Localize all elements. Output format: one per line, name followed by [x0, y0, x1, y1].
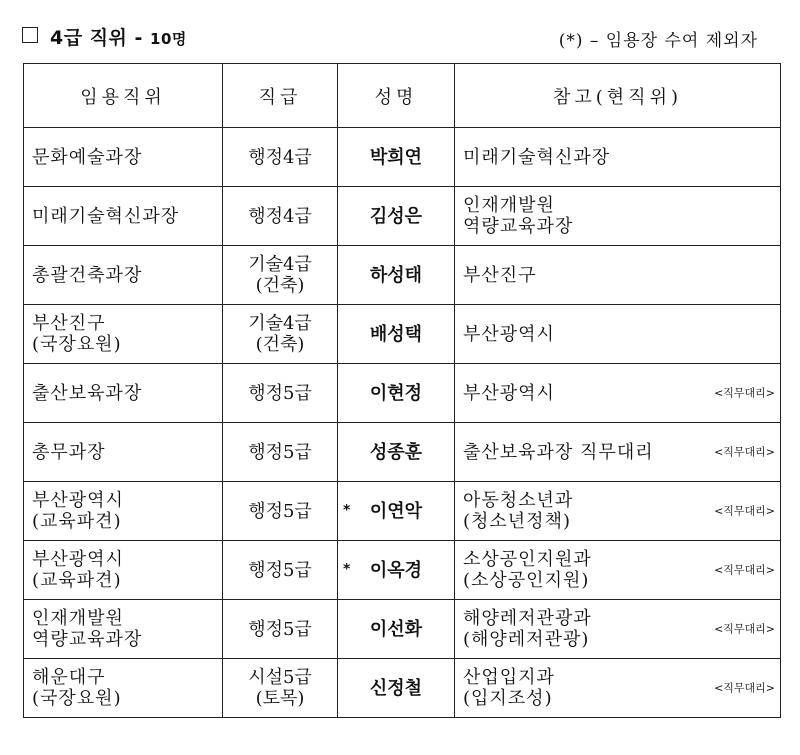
grade-line: 행정5급: [248, 441, 312, 463]
column-header-grade: 직급: [223, 64, 338, 128]
reference-line: (소상공인지원): [463, 570, 590, 591]
grade-line: 기술4급: [248, 254, 312, 275]
person-name: 이현정: [369, 382, 423, 404]
grade-cell: [223, 541, 338, 600]
reference-line: 인재개발원: [463, 195, 555, 216]
person-name: 이옥경: [369, 559, 423, 581]
reference-cell: [455, 364, 781, 423]
exclusion-note: (*) – 임용장 수여 제외자: [558, 31, 758, 51]
grade-line: 행정5급: [248, 382, 312, 404]
section-count: 10명: [150, 30, 187, 48]
person-name: 박희연: [369, 146, 423, 168]
position-line: 부산광역시: [32, 549, 124, 570]
position-line: (교육파견): [32, 570, 122, 591]
grade-line: (건축): [255, 275, 305, 296]
name-cell: [338, 246, 455, 305]
table-row: [24, 187, 781, 246]
person-name: 이연악: [369, 500, 423, 522]
person-name: 신정철: [369, 677, 423, 699]
table-row: [24, 246, 781, 305]
reference-line: 해양레저관광과: [463, 608, 592, 629]
grade-cell: [223, 305, 338, 364]
position-cell: [24, 659, 223, 718]
reference-line: 산업입지과: [463, 667, 555, 688]
checkbox-icon: [22, 27, 38, 43]
person-name: 김성은: [369, 205, 423, 227]
reference-cell: [455, 482, 781, 541]
grade-cell: [223, 600, 338, 659]
table-row: [24, 659, 781, 718]
column-header-reference: 참고(현직위): [455, 64, 781, 128]
name-cell: [338, 423, 455, 482]
reference-cell: [455, 246, 781, 305]
position-line: (교육파견): [32, 511, 122, 532]
acting-badge: <직무대리>: [714, 622, 775, 636]
position-line: 총괄건축과장: [32, 264, 143, 286]
table-row: [24, 600, 781, 659]
position-line: 출산보육과장: [32, 382, 143, 404]
reference-line: 소상공인지원과: [463, 549, 592, 570]
grade-line: 행정5급: [248, 500, 312, 522]
position-cell: [24, 128, 223, 187]
name-cell: [338, 600, 455, 659]
name-cell: [338, 659, 455, 718]
position-line: (국장요원): [32, 688, 122, 709]
person-name: 하성태: [369, 264, 423, 286]
reference-cell: [455, 128, 781, 187]
acting-badge: <직무대리>: [714, 386, 775, 400]
table-row: [24, 128, 781, 187]
grade-line: (건축): [255, 334, 305, 355]
grade-cell: [223, 246, 338, 305]
grade-line: 행정4급: [248, 205, 312, 227]
reference-cell: [455, 659, 781, 718]
position-cell: [24, 364, 223, 423]
position-cell: [24, 246, 223, 305]
name-cell: [338, 128, 455, 187]
reference-line: (해양레저관광): [463, 629, 590, 650]
table-row: [24, 364, 781, 423]
column-header-position: 임용직위: [24, 64, 223, 128]
grade-line: 행정4급: [248, 146, 312, 168]
name-cell: [338, 482, 455, 541]
position-line: 미래기술혁신과장: [32, 205, 180, 227]
position-cell: [24, 600, 223, 659]
position-line: 역량교육과장: [32, 629, 143, 650]
grade-cell: [223, 128, 338, 187]
reference-line: (청소년정책): [463, 511, 571, 532]
position-cell: [24, 305, 223, 364]
reference-line: 미래기술혁신과장: [463, 146, 611, 168]
table-row: [24, 482, 781, 541]
grade-line: 기술4급: [248, 313, 312, 334]
reference-line: 아동청소년과: [463, 490, 574, 511]
reference-cell: [455, 541, 781, 600]
acting-badge: <직무대리>: [714, 563, 775, 577]
person-name: 이선화: [369, 618, 423, 640]
table-row: [24, 541, 781, 600]
table-row: [24, 305, 781, 364]
position-line: 부산광역시: [32, 490, 124, 511]
reference-line: 부산광역시: [463, 323, 555, 345]
grade-line: 행정5급: [248, 618, 312, 640]
position-line: 해운대구: [32, 667, 106, 688]
acting-badge: <직무대리>: [714, 445, 775, 459]
grade-line: 행정5급: [248, 559, 312, 581]
section-title-text: 4급 직위 -: [50, 27, 151, 49]
acting-badge: <직무대리>: [714, 681, 775, 695]
position-cell: [24, 187, 223, 246]
grade-cell: [223, 187, 338, 246]
reference-cell: [455, 423, 781, 482]
grade-cell: [223, 423, 338, 482]
position-cell: [24, 482, 223, 541]
reference-cell: [455, 600, 781, 659]
acting-badge: <직무대리>: [714, 504, 775, 518]
position-line: 문화예술과장: [32, 146, 143, 168]
reference-line: 부산광역시: [463, 382, 555, 404]
name-cell: [338, 364, 455, 423]
position-line: 인재개발원: [32, 608, 124, 629]
position-line: 총무과장: [32, 441, 106, 463]
position-cell: [24, 423, 223, 482]
position-line: (국장요원): [32, 334, 122, 355]
reference-cell: [455, 187, 781, 246]
grade-cell: [223, 659, 338, 718]
person-name: 배성택: [369, 323, 423, 345]
name-cell: [338, 305, 455, 364]
reference-line: (입지조성): [463, 688, 553, 709]
grade-cell: [223, 364, 338, 423]
grade-line: (토목): [255, 688, 305, 709]
excluded-marker: *: [343, 502, 351, 519]
appointment-table: [23, 63, 781, 718]
section-header: [20, 18, 780, 54]
position-line: 부산진구: [32, 313, 106, 334]
table-body: [24, 128, 781, 718]
grade-line: 시설5급: [248, 667, 312, 688]
reference-line: 역량교육과장: [463, 216, 574, 237]
grade-cell: [223, 482, 338, 541]
name-cell: [338, 541, 455, 600]
section-title: [50, 23, 187, 50]
column-header-name: 성명: [338, 64, 455, 128]
position-cell: [24, 541, 223, 600]
excluded-marker: *: [343, 561, 351, 578]
reference-cell: [455, 305, 781, 364]
person-name: 성종훈: [369, 441, 423, 463]
reference-line: 출산보육과장 직무대리: [463, 441, 654, 463]
table-header-row: [24, 64, 781, 128]
name-cell: [338, 187, 455, 246]
table-row: [24, 423, 781, 482]
reference-line: 부산진구: [463, 264, 537, 286]
